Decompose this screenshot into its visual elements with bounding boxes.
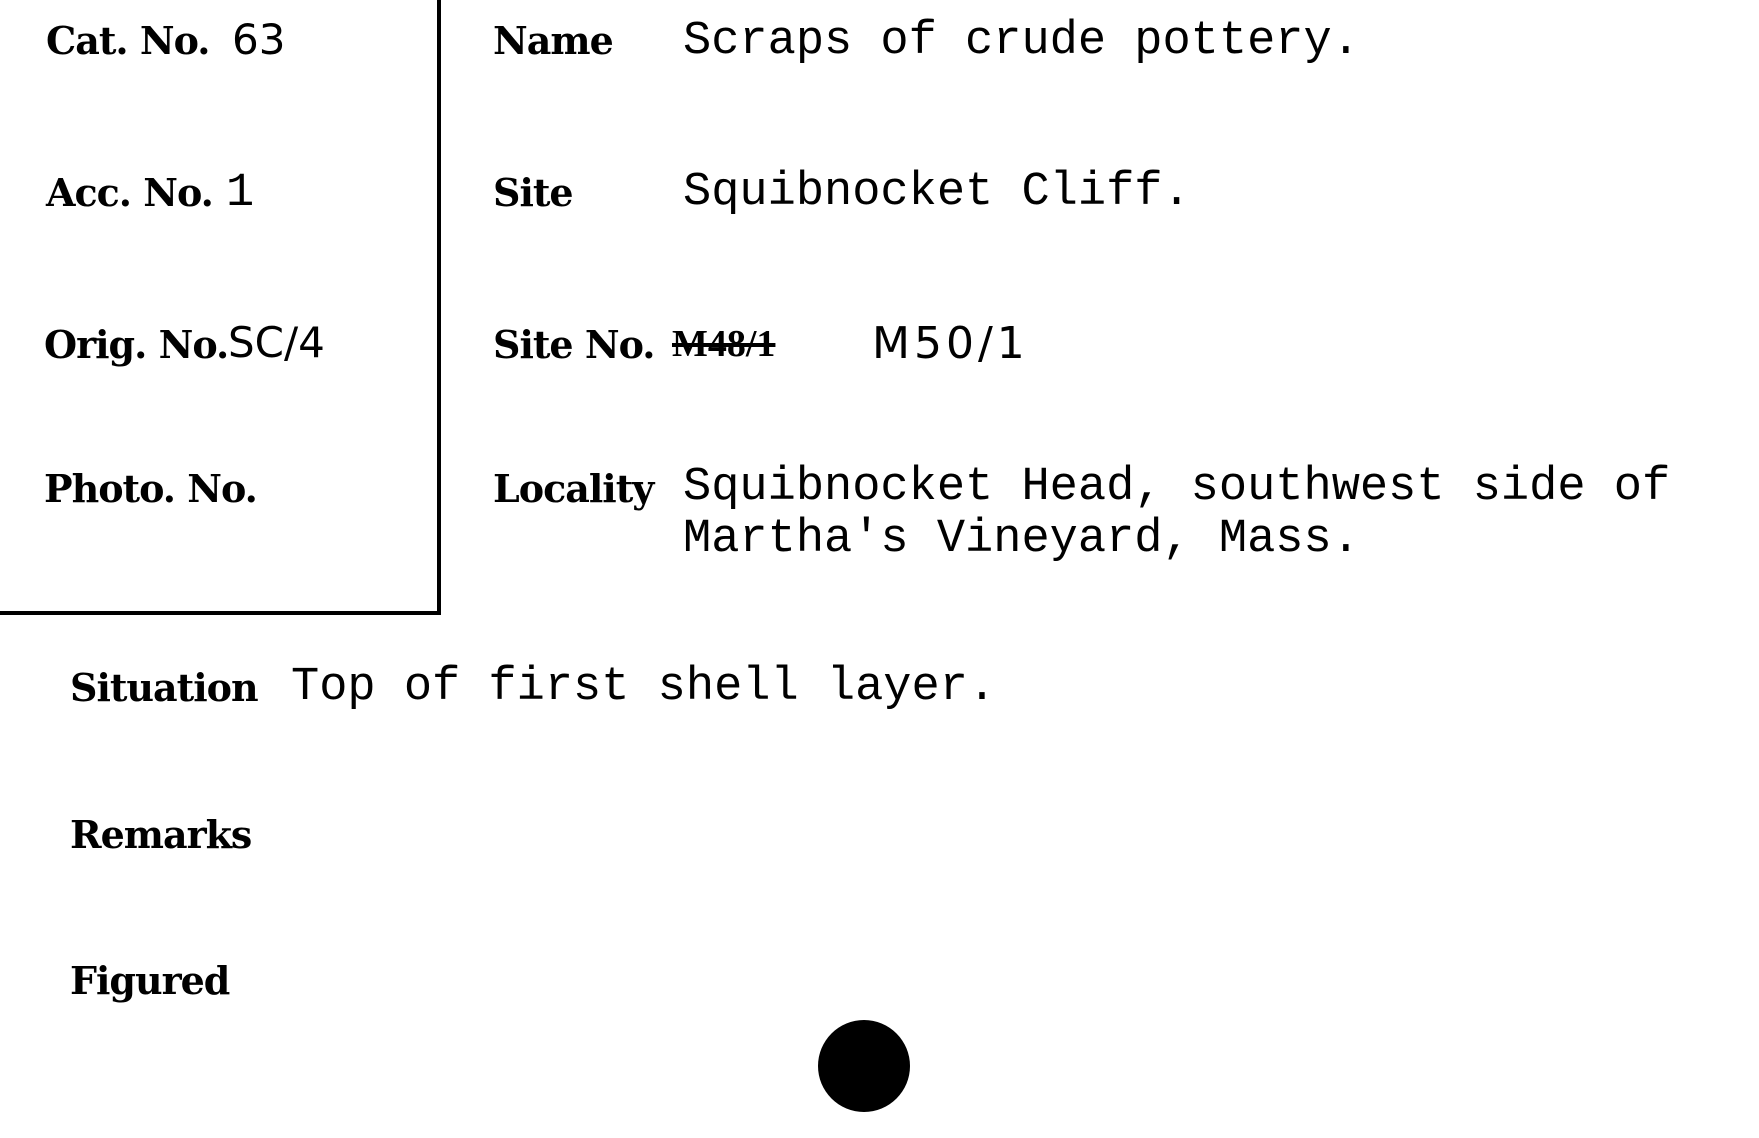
figured-label: Figured bbox=[70, 958, 230, 1003]
name-value: Scraps of crude pottery. bbox=[683, 15, 1360, 68]
site-no-label: Site No. bbox=[493, 322, 655, 367]
site-value: Squibnocket Cliff. bbox=[683, 166, 1191, 219]
site-no-struck-value: M48/1 bbox=[672, 323, 776, 365]
situation-label: Situation bbox=[70, 665, 258, 710]
locality-label: Locality bbox=[493, 466, 654, 511]
situation-value: Top of first shell layer. bbox=[291, 661, 997, 714]
cat-no-value: 63 bbox=[232, 15, 286, 64]
cat-no-label: Cat. No. bbox=[46, 18, 210, 63]
orig-no-label: Orig. No. bbox=[44, 322, 229, 367]
box-right-border bbox=[437, 0, 441, 615]
box-bottom-border bbox=[0, 611, 441, 615]
locality-line-2: Martha's Vineyard, Mass. bbox=[683, 513, 1360, 566]
acc-no-value: 1 bbox=[226, 167, 255, 220]
locality-line-1: Squibnocket Head, southwest side of bbox=[683, 461, 1671, 514]
acc-no-label: Acc. No. bbox=[46, 170, 213, 215]
name-label: Name bbox=[493, 18, 613, 63]
site-no-handwritten-value: M50/1 bbox=[872, 318, 1029, 369]
remarks-label: Remarks bbox=[70, 812, 252, 857]
photo-no-label: Photo. No. bbox=[44, 466, 257, 511]
punch-hole bbox=[818, 1020, 910, 1112]
orig-no-value: SC/4 bbox=[228, 318, 325, 367]
site-label: Site bbox=[493, 170, 573, 215]
